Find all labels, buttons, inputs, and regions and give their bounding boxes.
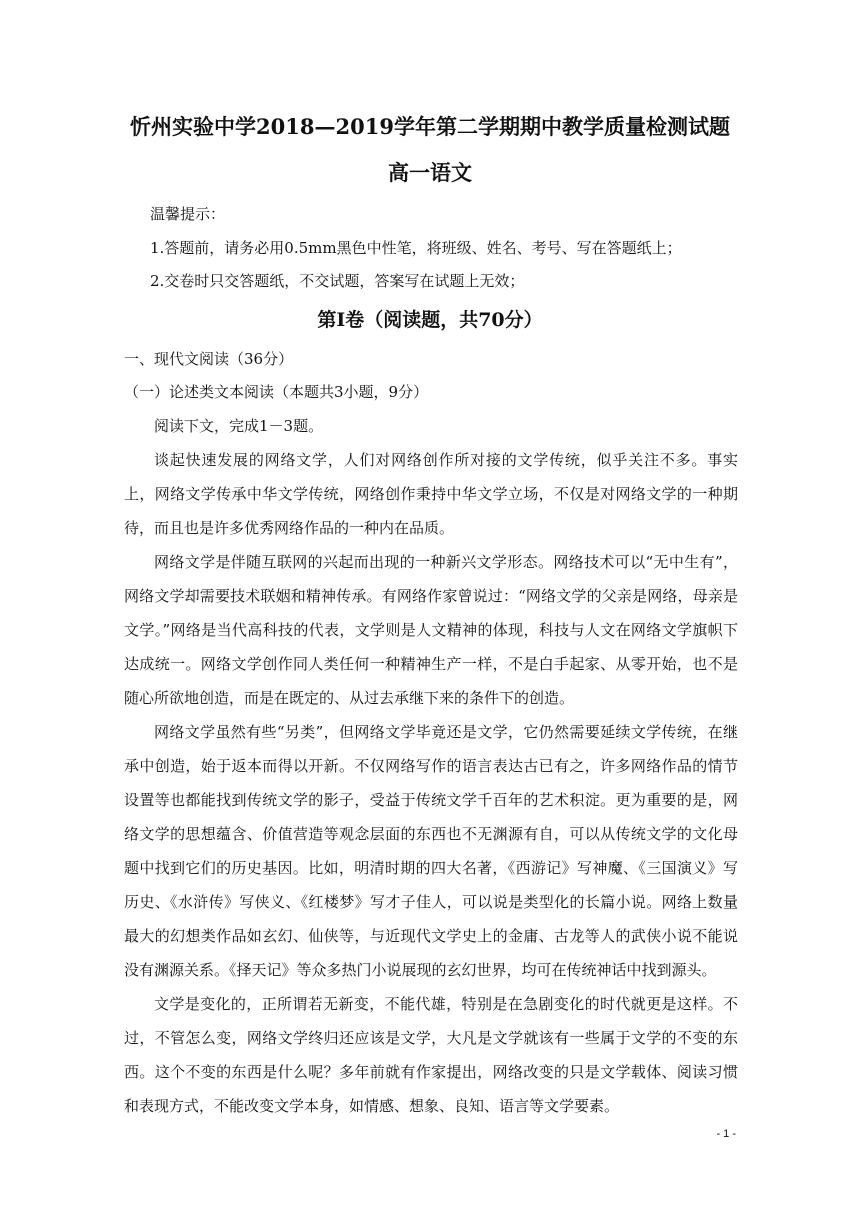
tips-label: 温馨提示： bbox=[150, 205, 226, 223]
exam-subtitle: 高一语文 bbox=[388, 160, 472, 185]
section-title: 第Ⅰ卷（阅读题，共70分） bbox=[317, 309, 543, 331]
paragraph: 网络文学虽然有些“另类”，但网络文学毕竟还是文学，它仍然需要延续文学传统，在继承中创造，始于返本而得以开新。不仅网络写作的语言表达古已有之，许多网络作品的情节设置等也都能找到传统文学的影子，受益于传统文学千百年的艺术积淀。更为重要的是，网络文学的思想蕴含、价值营造等观念层面的东西也不无渊源有自，可以从传统文学的文化母题中找到它们的历史基因。比如，明清时期的四大名著，《西游记》写神魔、《三国演义》写历史、《水浒传》写侠义、《红楼梦》写才子佳人，可以说是类型化的长篇小说。网络上数量最大的幻想类作品如玄幻、仙侠等，与近现代文学史上的金庸、古龙等人的武侠小说不能说没有渊源关系。《择天记》等众多热门小说展现的玄幻世界，均可在传统神话中找到源头。 bbox=[124, 723, 738, 979]
reading-instruction: 阅读下文，完成1－3题。 bbox=[154, 417, 324, 435]
paragraph: 谈起快速发展的网络文学，人们对网络创作所对接的文学传统，似乎关注不多。事实上，网络文学传承中华文学传统，网络创作秉持中华文学立场，不仅是对网络文学的一种期待，而且也是许多优秀网络作品的一种内在品质。 bbox=[124, 451, 738, 537]
tip-2: 2.交卷时只交答题纸，不交试题，答案写在试题上无效； bbox=[150, 272, 525, 290]
tip-1: 1.答题前，请务必用0.5mm黑色中性笔，将班级、姓名、考号、写在答题纸上； bbox=[150, 239, 682, 257]
page-number: - 1 - bbox=[716, 1128, 736, 1140]
sub-part-heading: （一）论述类文本阅读（本题共3小题，9分） bbox=[124, 383, 429, 401]
paragraph: 文学是变化的，正所谓若无新变，不能代雄，特别是在急剧变化的时代就更是这样。不过，不管怎么变，网络文学终归还应该是文学，大凡是文学就该有一些属于文学的不变的东西。这个不变的东西是什么呢？多年前就有作家提出，网络改变的只是文学载体、阅读习惯和表现方式，不能改变文学本身，如情感、想象、良知、语言等文学要素。 bbox=[124, 995, 738, 1115]
exam-title: 忻州实验中学2018—2019学年第二学期期中教学质量检测试题 bbox=[130, 114, 730, 139]
part-heading: 一、现代文阅读（36分） bbox=[124, 350, 294, 368]
paragraph: 网络文学是伴随互联网的兴起而出现的一种新兴文学形态。网络技术可以“无中生有”，网络文学却需要技术联姻和精神传承。有网络作家曾说过：“网络文学的父亲是网络，母亲是文学。”网络是当代高科技的代表，文学则是人文精神的体现，科技与人文在网络文学旗帜下达成统一。网络文学创作同人类任何一种精神生产一样，不是白手起家、从零开始，也不是随心所欲地创造，而是在既定的、从过去承继下来的条件下的创造。 bbox=[124, 553, 738, 707]
